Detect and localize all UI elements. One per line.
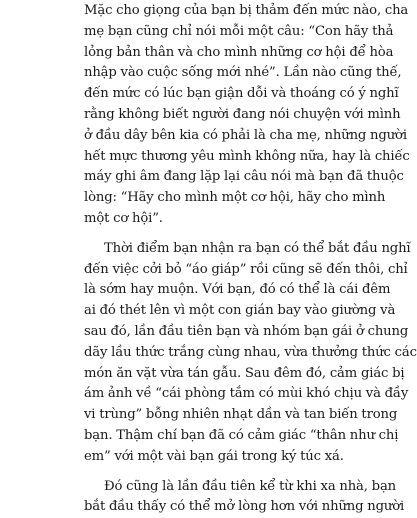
text-line: Mặc cho giọng của bạn bị thảm đến mức nào, cha xyxy=(84,3,409,18)
paragraph-1 xyxy=(84,1,410,230)
text-line: máy ghi âm đang lặp lại câu nói mà bạn đã thuộc xyxy=(84,169,404,185)
text-line: hết mực thương yêu mình không nữa, hay là chiếc xyxy=(84,148,410,164)
text-line: món ăn vặt vừa tán gẫu. Sau đêm đó, cảm giác bị xyxy=(84,365,405,381)
text-column xyxy=(84,1,417,518)
text-line: rằng không biết người đang nói chuyện với mình xyxy=(84,106,401,122)
text-line: đến việc cởi bỏ “áo giáp” rồi cũng sẽ đến thôi, chỉ xyxy=(84,261,408,277)
text-line: mẹ bạn cũng chỉ nói mỗi một câu: “Con hãy thả xyxy=(84,23,394,39)
text-line: lòng: “Hãy cho mình một cơ hội, hãy cho mình xyxy=(84,190,386,206)
text-line: ở đầu dây bên kia có phải là cha mẹ, những người xyxy=(84,127,407,143)
text-line: đến mức có lúc bạn giận dỗi và thoáng có ý nghĩ xyxy=(84,86,399,102)
text-line: Đó cũng là lần đầu tiên kể từ khi xa nhà, bạn xyxy=(104,478,396,494)
paragraph-3 xyxy=(84,477,405,518)
text-line: ai đó thét lên vì một con gián bay vào giường và xyxy=(84,303,396,319)
paragraph-gap xyxy=(84,468,322,477)
text-line: lỏng bản thân và cho mình những cơ hội để hòa xyxy=(84,44,394,60)
text-line: bạn. Thậm chí bạn đã có cảm giác “thân như chị xyxy=(84,427,399,443)
text-line: em” với một vài bạn gái trong ký túc xá. xyxy=(84,448,344,464)
text-line: ám ảnh về “cái phòng tắm có mùi khó chịu và đầy xyxy=(84,386,409,402)
text-line: bắt đầu thấy có thể mở lòng hơn với những người xyxy=(84,499,405,515)
text-line: là sớm hay muộn. Với bạn, đó có thể là cái đêm xyxy=(84,282,391,298)
text-line: vi trùng” bỗng nhiên nhạt dần và tan biến trong xyxy=(84,407,398,423)
paragraph-2 xyxy=(84,239,417,468)
paragraph-gap xyxy=(84,230,322,239)
text-line: Thời điểm bạn nhận ra bạn có thể bắt đầu nghĩ xyxy=(104,240,411,256)
text-line: dãy lầu thức trắng cùng nhau, vừa thưởng thức các xyxy=(84,344,417,360)
text-line: một cơ hội”. xyxy=(84,210,163,226)
text-line: nhập vào cuộc sống mới nhé”. Lần nào cũng thế, xyxy=(84,65,402,81)
text-line: sau đó, lần đầu tiên bạn và nhóm bạn gái ở chung xyxy=(84,323,409,339)
